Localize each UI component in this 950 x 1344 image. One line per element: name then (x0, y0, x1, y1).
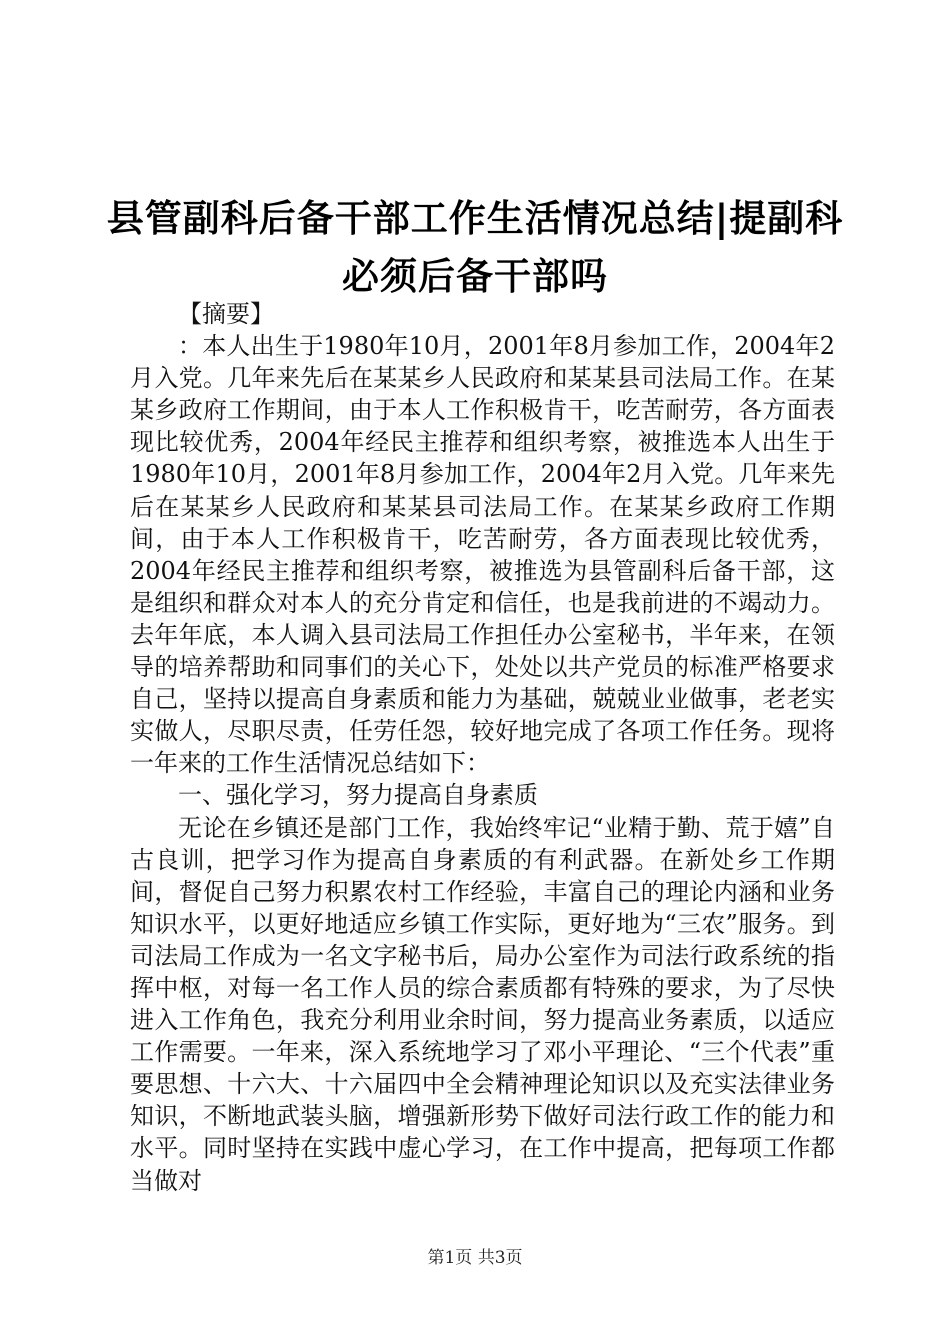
section-heading: 一、强化学习，努力提高自身素质 (178, 781, 538, 810)
document-body (130, 298, 835, 1197)
abstract-label: 【摘要】 (178, 300, 274, 328)
document-title-line-1: 县管副科后备干部工作生活情况总结|提副科 (106, 197, 844, 240)
document-title-line-2: 必须后备干部吗 (342, 255, 608, 298)
page-footer: 第1页 共3页 (427, 1248, 523, 1268)
intro-paragraph: ：本人出生于1980年10月，2001年8月参加工作，2004年2月入党。几年来先后在某某乡人民政府和某某县司法局工作。在某某乡政府工作期间，由于本人工作积极肯干，吃苦耐劳，各方面表现比较优秀，2004年经民主推荐和组织考察，被推选本人出生于1980年10月，2001年8月参加工作，2004年2月入党。几年来先后在某某乡人民政府和某某县司法局工作。在某某乡政府工作期间，由于本人工作积极肯干，吃苦耐劳，各方面表现比较优秀，2004年经民主推荐和组织考察，被推选为县管副科后备干部，这是组织和群众对本人的充分肯定和信任，也是我前进的不竭动力。去年年底，本人调入县司法局工作担任办公室秘书，半年来，在领导的培养帮助和同事们的关心下，处处以共产党员的标准严格要求自己，坚持以提高自身素质和能力为基础，兢兢业业做事，老老实实做人，尽职尽责，任劳任怨，较好地完成了各项工作任务。现将一年来的工作生活情况总结如下： (130, 332, 835, 778)
section-paragraph: 无论在乡镇还是部门工作，我始终牢记“业精于勤、荒于嬉”自古良训，把学习作为提高自身素质的有利武器。在新处乡工作期间，督促自己努力积累农村工作经验，丰富自己的理论内涵和业务知识水平，以更好地适应乡镇工作实际，更好地为“三农”服务。到司法局工作成为一名文字秘书后，局办公室作为司法行政系统的指挥中枢，对每一名工作人员的综合素质都有特殊的要求，为了尽快进入工作角色，我充分利用业余时间，努力提高业务素质，以适应工作需要。一年来，深入系统地学习了邓小平理论、“三个代表”重要思想、十六大、十六届四中全会精神理论知识以及充实法律业务知识，不断地武装头脑，增强新形势下做好司法行政工作的能力和水平。同时坚持在实践中虚心学习，在工作中提高，把每项工作都当做对 (130, 813, 835, 1195)
